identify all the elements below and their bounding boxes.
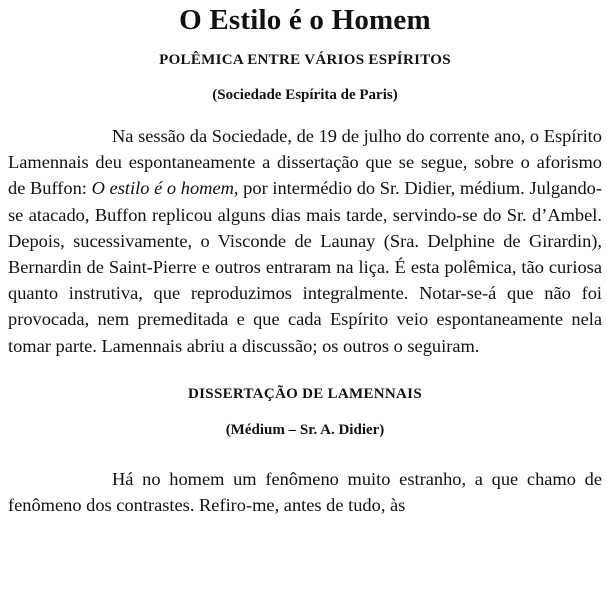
aphorism-italic: O estilo é o homem (91, 178, 234, 199)
document-page (8, 0, 602, 518)
dissertation-paragraph (8, 466, 602, 518)
medium-line: (Médium – Sr. A. Didier) (225, 421, 385, 438)
society-line: (Sociedade Espírita de Paris) (212, 87, 398, 103)
intro-text-after: , por intermédio do Sr. Didier, médium. Julgando-se atacado, Buffon replicou alguns dias mais tarde, servindo-se do Sr. d’Ambel. Depois, sucessivamente, o Visconde de Launay (Sra. Delphine de Girardin), Bernardin de Saint-Pierre e outros entraram na liça. É esta polêmica, tão curiosa quanto instrutiva, que reproduzimos integralmente. Notar-se-á que não foi provocada, nem premeditada e que cada Espírito veio espontaneamente nela tomar parte. Lamennais abriu a discussão; os outros o seguiram. (8, 178, 602, 356)
document-subtitle: POLÊMICA ENTRE VÁRIOS ESPÍRITOS (159, 52, 451, 68)
intro-paragraph (8, 123, 602, 359)
intro-text-before: Na sessão da Sociedade, de 19 de julho do corrente ano, o Espírito Lamennais deu espontaneamente a dissertação que se segue, sobre o aforismo de Buffon: (8, 126, 602, 199)
document-title: O Estilo é o Homem (179, 4, 431, 36)
dissertation-text: Há no homem um fenômeno muito estranho, a que chamo de fenômeno dos contrastes. Refiro-me, antes de tudo, às (8, 468, 602, 516)
section-heading: DISSERTAÇÃO DE LAMENNAIS (188, 385, 422, 402)
